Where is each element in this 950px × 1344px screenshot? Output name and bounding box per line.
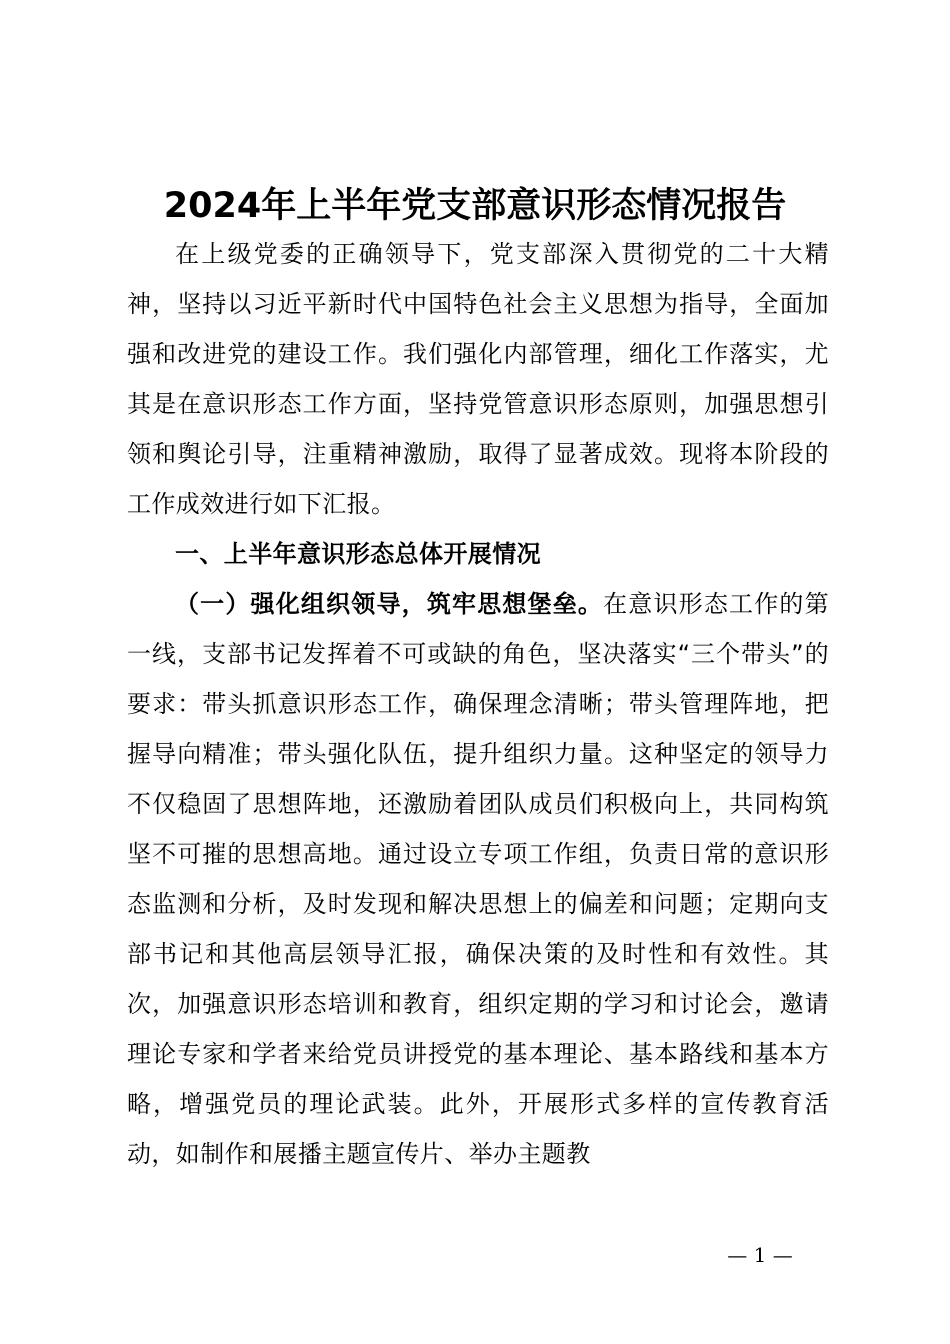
page-number: — 1 — <box>727 1243 793 1267</box>
subsection-paragraph <box>127 579 829 1179</box>
document-title: 2024年上半年党支部意识形态情况报告 <box>163 186 787 226</box>
section-heading: 一、上半年意识形态总体开展情况 <box>175 540 541 568</box>
document-body <box>127 229 829 1179</box>
intro-paragraph: 在上级党委的正确领导下，党支部深入贯彻党的二十大精神，坚持以习近平新时代中国特色社会主义思想为指导，全面加强和改进党的建设工作。我们强化内部管理，细化工作落实，尤其是在意识形态工作方面，坚持党管意识形态原则，加强思想引领和舆论引导，注重精神激励，取得了显著成效。现将本阶段的工作成效进行如下汇报。 <box>127 240 829 518</box>
subsection-lead: （一）强化组织领导，筑牢思想堡垒。 <box>175 590 604 618</box>
subsection-text: 在意识形态工作的第一线，支部书记发挥着不可或缺的角色，坚决落实“三个带头”的要求：带头抓意识形态工作，确保理念清晰；带头管理阵地，把握导向精准；带头强化队伍，提升组织力量。这种坚定的领导力不仅稳固了思想阵地，还激励着团队成员们积极向上，共同构筑坚不可摧的思想高地。通过设立专项工作组，负责日常的意识形态监测和分析，及时发现和解决思想上的偏差和问题；定期向支部书记和其他高层领导汇报，确保决策的及时性和有效性。其次，加强意识形态培训和教育，组织定期的学习和讨论会，邀请理论专家和学者来给党员讲授党的基本理论、基本路线和基本方略，增强党员的理论武装。此外，开展形式多样的宣传教育活动，如制作和展播主题宣传片、举办主题教 <box>127 590 829 1168</box>
